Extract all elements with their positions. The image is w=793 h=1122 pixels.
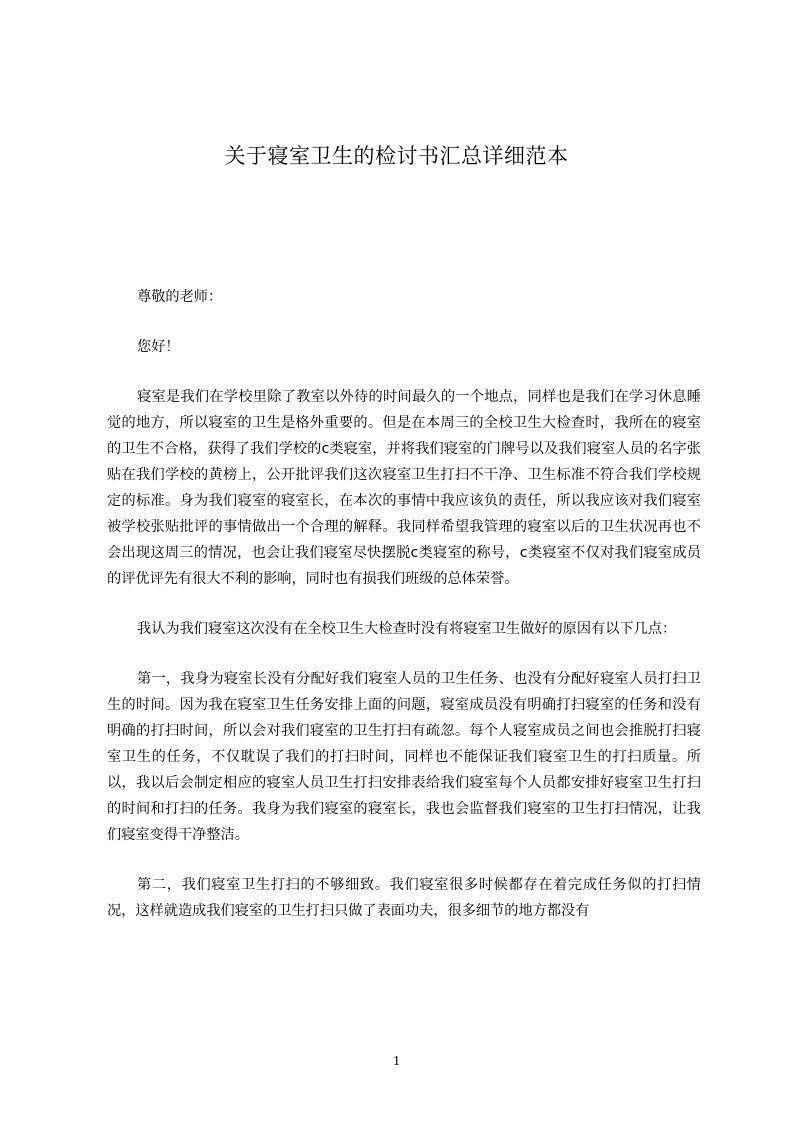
salutation: 尊敬的老师： <box>137 289 223 305</box>
paragraph: 寝室是我们在学校里除了教室以外待的时间最久的一个地点，同样也是我们在学习休息睡觉的地方，所以寝室的卫生是格外重要的。但是在本周三的全校卫生大检查时，我所在的寝室的卫生不合格，获得了我们学校的c类寝室，并将我们寝室的门牌号以及我们寝室人员的名字张贴在我们学校的黄榜上，公开批评我们这次寝室卫生打扫不干净、卫生标准不符合我们学校规定的标准。身为我们寝室的寝室长，在本次的事情中我应该负的责任，所以我应该对我们寝室被学校张贴批评的事情做出一个合理的解释。我同样希望我管理的寝室以后的卫生状况再也不会出现这周三的情况，也会让我们寝室尽快摆脱c类寝室的称号，c类寝室不仅对我们寝室成员的评优评先有很大不利的影响，同时也有损我们班级的总体荣誉。 <box>107 389 701 587</box>
paragraph: 第一，我身为寝室长没有分配好我们寝室人员的卫生任务、也没有分配好寝室人员打扫卫生的时间。因为我在寝室卫生任务安排上面的问题，寝室成员没有明确打扫寝室的任务和没有明确的打扫时间，所以会对我们寝室的卫生打扫有疏忽。每个人寝室成员之间也会推脱打扫寝室卫生的任务，不仅耽误了我们的打扫时间，同样也不能保证我们寝室卫生的打扫质量。所以，我以后会制定相应的寝室人员卫生打扫安排表给我们寝室每个人员都安排好寝室卫生打扫的时间和打扫的任务。我身为我们寝室的寝室长，我也会监督我们寝室的卫生打扫情况，让我们寝室变得干净整洁。 <box>107 671 701 843</box>
document-body <box>107 284 701 948</box>
paragraph: 第二，我们寝室卫生打扫的不够细致。我们寝室很多时候都存在着完成任务似的打扫情况，这样就造成我们寝室的卫生打扫只做了表面功夫，很多细节的地方都没有 <box>107 877 701 919</box>
document-title: 关于寝室卫生的检讨书汇总详细范本 <box>224 144 569 168</box>
greeting: 您好！ <box>137 339 180 355</box>
page-number: 1 <box>393 1054 400 1069</box>
paragraph: 我认为我们寝室这次没有在全校卫生大检查时没有将寝室卫生做好的原因有以下几点： <box>137 621 677 637</box>
